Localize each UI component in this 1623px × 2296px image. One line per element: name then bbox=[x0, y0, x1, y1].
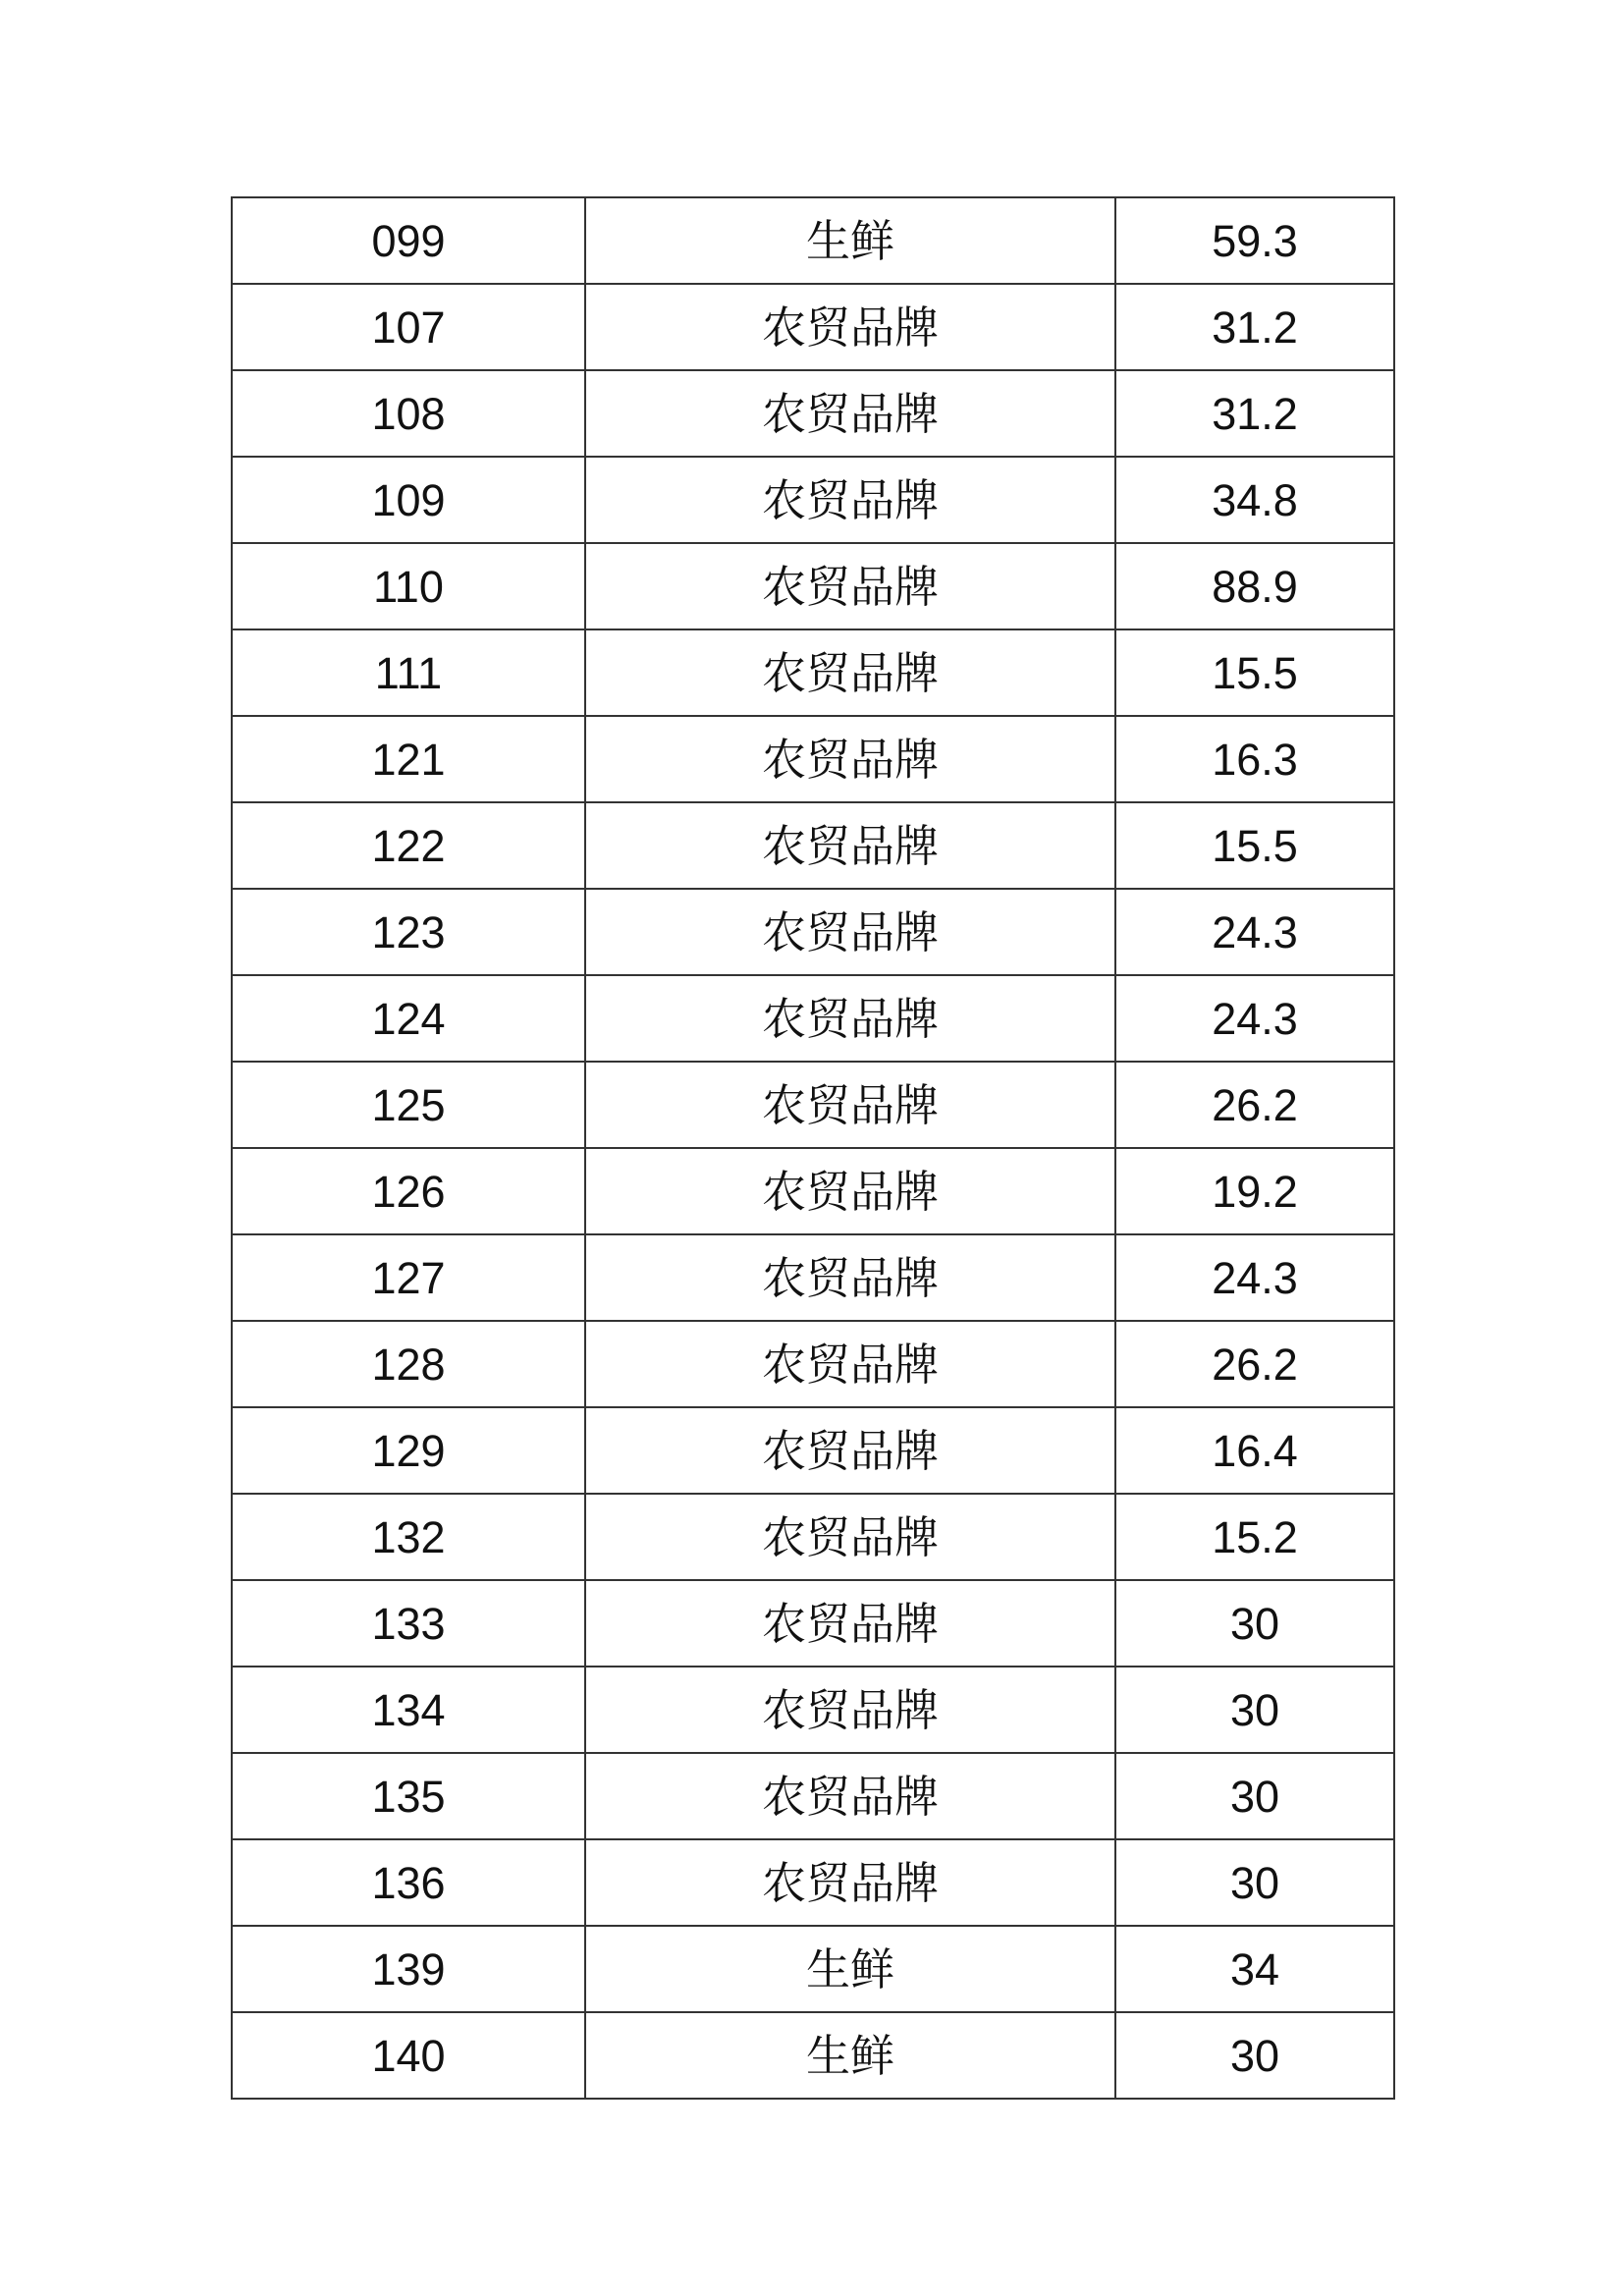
row-value-cell: 59.3 bbox=[1115, 197, 1394, 284]
row-id-cell: 124 bbox=[232, 975, 585, 1062]
row-id-cell: 128 bbox=[232, 1321, 585, 1407]
table-row bbox=[232, 802, 1394, 889]
row-value-cell: 30 bbox=[1115, 1580, 1394, 1667]
row-value-cell: 15.5 bbox=[1115, 629, 1394, 716]
row-id-cell: 126 bbox=[232, 1148, 585, 1234]
row-id-cell: 139 bbox=[232, 1926, 585, 2012]
row-value-cell: 30 bbox=[1115, 2012, 1394, 2099]
row-value-cell: 30 bbox=[1115, 1839, 1394, 1926]
row-category-cell: 农贸品牌 bbox=[585, 457, 1115, 543]
row-value-cell: 15.5 bbox=[1115, 802, 1394, 889]
row-category-cell: 农贸品牌 bbox=[585, 1580, 1115, 1667]
table-row bbox=[232, 1234, 1394, 1321]
row-id-cell: 123 bbox=[232, 889, 585, 975]
row-id-cell: 099 bbox=[232, 197, 585, 284]
row-category-cell: 农贸品牌 bbox=[585, 975, 1115, 1062]
row-category-cell: 农贸品牌 bbox=[585, 1062, 1115, 1148]
row-category-cell: 农贸品牌 bbox=[585, 1407, 1115, 1494]
row-category-cell: 农贸品牌 bbox=[585, 1148, 1115, 1234]
table-row bbox=[232, 284, 1394, 370]
row-category-cell: 农贸品牌 bbox=[585, 1667, 1115, 1753]
row-category-cell: 农贸品牌 bbox=[585, 802, 1115, 889]
row-id-cell: 125 bbox=[232, 1062, 585, 1148]
row-id-cell: 132 bbox=[232, 1494, 585, 1580]
row-category-cell: 农贸品牌 bbox=[585, 889, 1115, 975]
row-id-cell: 136 bbox=[232, 1839, 585, 1926]
row-value-cell: 88.9 bbox=[1115, 543, 1394, 629]
table-row bbox=[232, 197, 1394, 284]
row-value-cell: 26.2 bbox=[1115, 1321, 1394, 1407]
row-id-cell: 110 bbox=[232, 543, 585, 629]
row-category-cell: 农贸品牌 bbox=[585, 1234, 1115, 1321]
row-id-cell: 133 bbox=[232, 1580, 585, 1667]
row-id-cell: 129 bbox=[232, 1407, 585, 1494]
table-row bbox=[232, 1062, 1394, 1148]
row-category-cell: 农贸品牌 bbox=[585, 543, 1115, 629]
row-id-cell: 135 bbox=[232, 1753, 585, 1839]
row-id-cell: 122 bbox=[232, 802, 585, 889]
table-row bbox=[232, 1407, 1394, 1494]
row-value-cell: 24.3 bbox=[1115, 889, 1394, 975]
row-value-cell: 24.3 bbox=[1115, 1234, 1394, 1321]
row-id-cell: 121 bbox=[232, 716, 585, 802]
row-category-cell: 农贸品牌 bbox=[585, 1839, 1115, 1926]
table-row bbox=[232, 370, 1394, 457]
row-value-cell: 30 bbox=[1115, 1753, 1394, 1839]
row-category-cell: 农贸品牌 bbox=[585, 370, 1115, 457]
table-row bbox=[232, 716, 1394, 802]
row-value-cell: 15.2 bbox=[1115, 1494, 1394, 1580]
row-category-cell: 农贸品牌 bbox=[585, 1321, 1115, 1407]
table-row bbox=[232, 2012, 1394, 2099]
row-id-cell: 140 bbox=[232, 2012, 585, 2099]
table-row bbox=[232, 889, 1394, 975]
row-id-cell: 134 bbox=[232, 1667, 585, 1753]
row-value-cell: 31.2 bbox=[1115, 370, 1394, 457]
table-row bbox=[232, 1753, 1394, 1839]
row-id-cell: 108 bbox=[232, 370, 585, 457]
table-row bbox=[232, 1494, 1394, 1580]
table-row bbox=[232, 629, 1394, 716]
table-row bbox=[232, 1667, 1394, 1753]
table-row bbox=[232, 975, 1394, 1062]
table-row bbox=[232, 457, 1394, 543]
row-value-cell: 26.2 bbox=[1115, 1062, 1394, 1148]
row-value-cell: 30 bbox=[1115, 1667, 1394, 1753]
row-value-cell: 31.2 bbox=[1115, 284, 1394, 370]
table-row bbox=[232, 1148, 1394, 1234]
row-category-cell: 生鲜 bbox=[585, 1926, 1115, 2012]
table-row bbox=[232, 1839, 1394, 1926]
row-id-cell: 109 bbox=[232, 457, 585, 543]
row-category-cell: 农贸品牌 bbox=[585, 1494, 1115, 1580]
row-category-cell: 农贸品牌 bbox=[585, 284, 1115, 370]
row-category-cell: 生鲜 bbox=[585, 2012, 1115, 2099]
row-value-cell: 34 bbox=[1115, 1926, 1394, 2012]
row-value-cell: 24.3 bbox=[1115, 975, 1394, 1062]
row-category-cell: 生鲜 bbox=[585, 197, 1115, 284]
row-id-cell: 111 bbox=[232, 629, 585, 716]
table-row bbox=[232, 543, 1394, 629]
row-id-cell: 127 bbox=[232, 1234, 585, 1321]
table-body bbox=[232, 197, 1394, 2099]
row-category-cell: 农贸品牌 bbox=[585, 1753, 1115, 1839]
row-id-cell: 107 bbox=[232, 284, 585, 370]
row-category-cell: 农贸品牌 bbox=[585, 716, 1115, 802]
row-value-cell: 16.4 bbox=[1115, 1407, 1394, 1494]
table-row bbox=[232, 1926, 1394, 2012]
row-value-cell: 19.2 bbox=[1115, 1148, 1394, 1234]
table-row bbox=[232, 1321, 1394, 1407]
data-table bbox=[231, 196, 1395, 2100]
row-value-cell: 16.3 bbox=[1115, 716, 1394, 802]
row-category-cell: 农贸品牌 bbox=[585, 629, 1115, 716]
row-value-cell: 34.8 bbox=[1115, 457, 1394, 543]
table-row bbox=[232, 1580, 1394, 1667]
